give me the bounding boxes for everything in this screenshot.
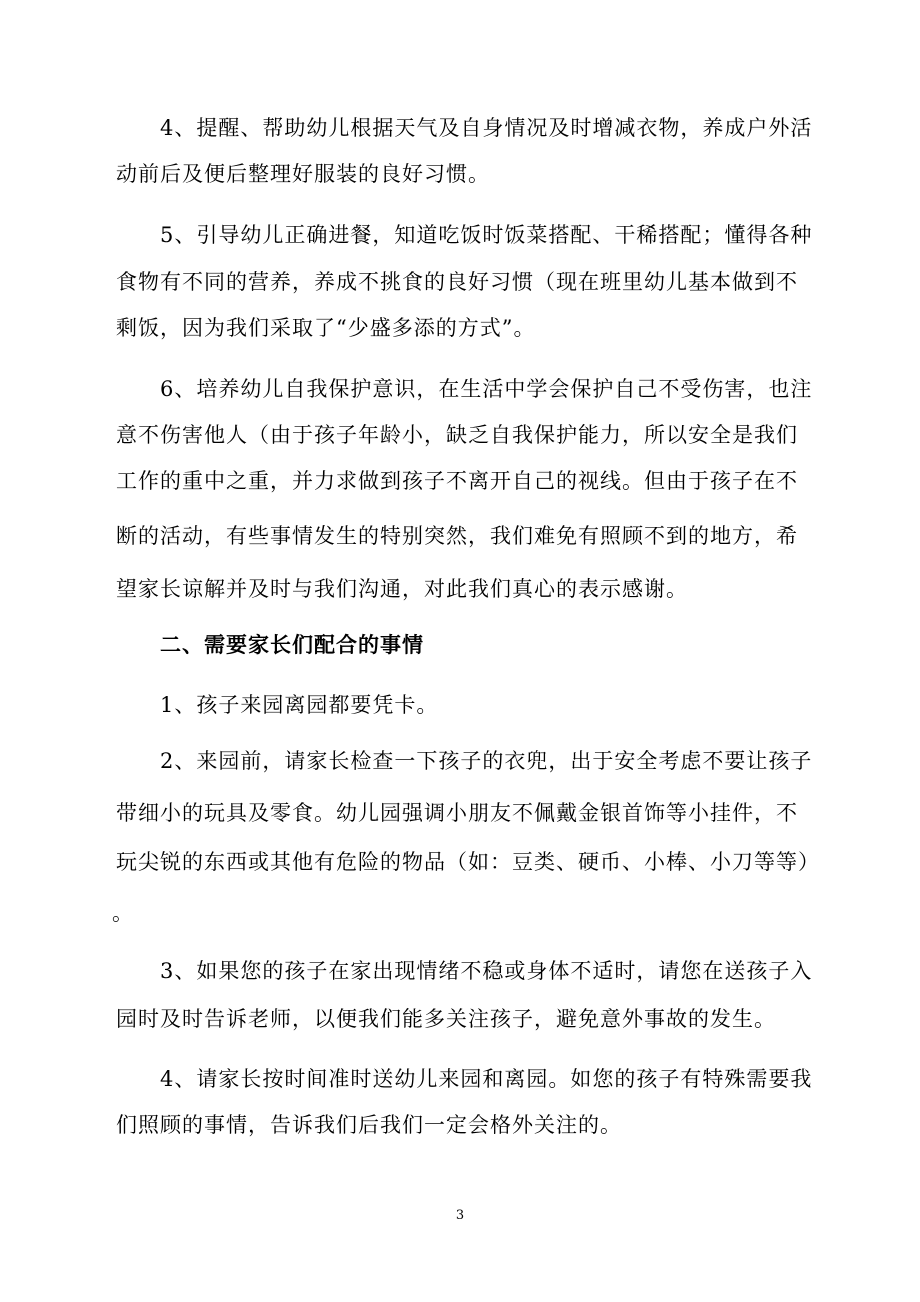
text-line: 园时及时告诉老师，以便我们能多关注孩子，避免意外事故的发生。: [116, 1007, 776, 1031]
text-line: 2、来园前，请家长检查一下孩子的衣兜，出于安全考虑不要让孩子: [160, 749, 813, 773]
text-line: 4、请家长按时间准时送幼儿来园和离园。如您的孩子有特殊需要我: [160, 1067, 813, 1091]
text-line: 意不伤害他人（由于孩子年龄小，缺乏自我保护能力，所以安全是我们: [116, 423, 798, 447]
text-line: 断的活动，有些事情发生的特别突然，我们难免有照顾不到的地方，希: [116, 524, 798, 548]
text-line: 6、培养幼儿自我保护意识，在生活中学会保护自己不受伤害，也注: [160, 377, 813, 401]
text-line: 3、如果您的孩子在家出现情绪不稳或身体不适时，请您在送孩子入: [160, 959, 813, 983]
text-line: 工作的重中之重，并力求做到孩子不离开自己的视线。但由于孩子在不: [116, 469, 798, 493]
page-number: 3: [455, 1208, 465, 1223]
text-line: 们照顾的事情，告诉我们后我们一定会格外关注的。: [116, 1113, 622, 1137]
section-heading: 二、需要家长们配合的事情: [160, 632, 424, 657]
text-line: 带细小的玩具及零食。幼儿园强调小朋友不佩戴金银首饰等小挂件，不: [116, 801, 798, 825]
text-line: 1、孩子来园离园都要凭卡。: [160, 693, 439, 717]
text-line: 望家长谅解并及时与我们沟通，对此我们真心的表示感谢。: [116, 577, 688, 601]
text-line: 剩饭，因为我们采取了“少盛多添的方式”。: [116, 316, 536, 340]
text-line: 动前后及便后整理好服装的良好习惯。: [116, 162, 490, 186]
text-line: 5、引导幼儿正确进餐，知道吃饭时饭菜搭配、干稀搭配；懂得各种: [160, 223, 813, 247]
text-line: 4、提醒、帮助幼儿根据天气及自身情况及时增减衣物，养成户外活: [160, 116, 813, 140]
text-line: 食物有不同的营养，养成不挑食的良好习惯（现在班里幼儿基本做到不: [116, 270, 798, 294]
text-line: 。: [112, 901, 134, 925]
text-line: 玩尖锐的东西或其他有危险的物品（如：豆类、硬币、小棒、小刀等等）: [116, 850, 820, 874]
